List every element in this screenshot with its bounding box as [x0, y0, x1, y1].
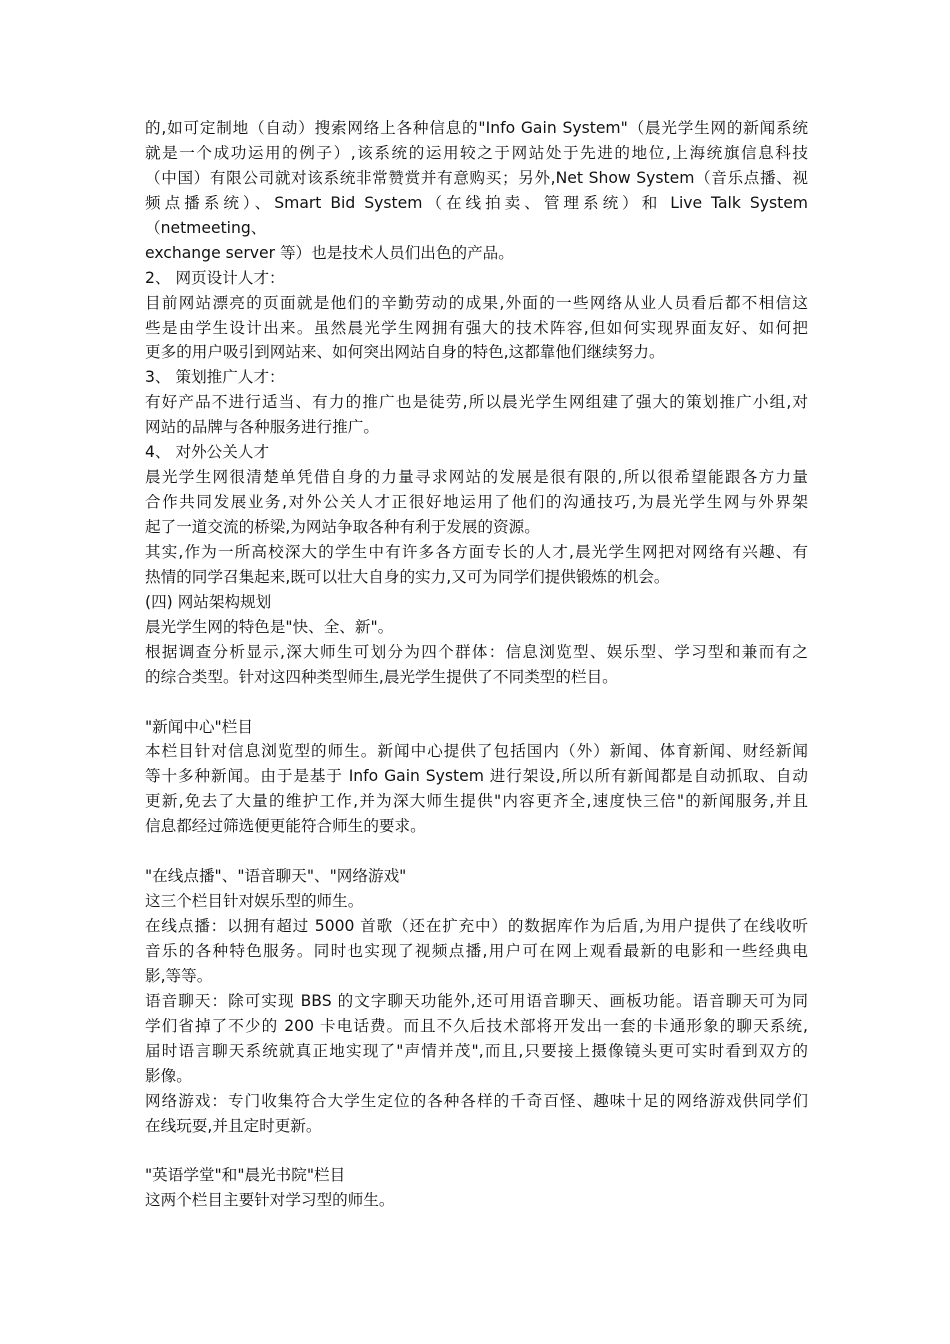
text-line: (四) 网站架构规划: [145, 592, 272, 611]
text-line: 这三个栏目针对娱乐型的师生。: [145, 892, 364, 911]
text-line: 其实,作为一所高校深大的学生中有许多各方面专长的人才,晨光学生网把对网络有兴趣、有: [145, 542, 808, 561]
text-line: 学们省掉了不少的 200 卡电话费。而且不久后技术部将开发出一套的卡通形象的聊天系统,: [145, 1016, 808, 1035]
blank-line: [145, 1138, 808, 1163]
text-line: 等十多种新闻。由于是基于 Info Gain System 进行架设,所以所有新闻都是自动抓取、自动: [145, 767, 808, 786]
document-body: [145, 116, 808, 1213]
text-line: 影,等等。: [145, 966, 213, 985]
text-line: 更新,免去了大量的维护工作,并为深大师生提供"内容更齐全,速度快三倍"的新闻服务,并且: [145, 792, 808, 811]
text-line: 晨光学生网很清楚单凭借自身的力量寻求网站的发展是很有限的,所以很希望能跟各方力量: [145, 468, 808, 487]
text-line: exchange server 等）也是技术人员们出色的产品。: [145, 243, 514, 262]
text-line: 有好产品不进行适当、有力的推广也是徒劳,所以晨光学生网组建了强大的策划推广小组,对: [145, 393, 808, 412]
text-line: 这两个栏目主要针对学习型的师生。: [145, 1191, 395, 1210]
text-line: （中国）有限公司就对该系统非常赞赏并有意购买；另外,Net Show System（音乐点播、视: [145, 168, 808, 187]
text-line: 在线玩耍,并且定时更新。: [145, 1116, 322, 1135]
text-line: 2、 网页设计人才：: [145, 268, 285, 287]
text-line: 网络游戏：专门收集符合大学生定位的各种各样的千奇百怪、趣味十足的网络游戏供同学们: [145, 1091, 808, 1110]
text-line: 些是由学生设计出来。虽然晨光学生网拥有强大的技术阵容,但如何实现界面友好、如何把: [145, 318, 808, 337]
text-line: "新闻中心"栏目: [145, 717, 253, 736]
text-line: 热情的同学召集起来,既可以壮大自身的实力,又可为同学们提供锻炼的机会。: [145, 567, 670, 586]
text-line: 更多的用户吸引到网站来、如何突出网站自身的特色,这都靠他们继续努力。: [145, 343, 665, 362]
text-line: 晨光学生网的特色是"快、全、新"。: [145, 617, 394, 636]
blank-line: [145, 690, 808, 715]
text-line: 的,如可定制地（自动）搜索网络上各种信息的"Info Gain System"（晨光学生网的新闻系统: [145, 119, 808, 137]
text-line: 的综合类型。针对这四种类型师生,晨光学生提供了不同类型的栏目。: [145, 667, 618, 686]
text-line: 音乐的各种特色服务。同时也实现了视频点播,用户可在网上观看最新的电影和一些经典电: [145, 941, 808, 960]
text-line: （netmeeting、: [145, 218, 267, 237]
text-line: 届时语言聊天系统就真正地实现了"声情并茂",而且,只要接上摄像镜头更可实时看到双方的: [145, 1041, 808, 1060]
blank-line: [145, 839, 808, 864]
text-line: 频点播系统）、Smart Bid System（在线拍卖、管理系统）和 Live Talk System: [145, 193, 808, 212]
text-line: 语音聊天：除可实现 BBS 的文字聊天功能外,还可用语音聊天、画板功能。语音聊天可为同: [145, 991, 808, 1010]
text-line: 就是一个成功运用的例子）,该系统的运用较之于网站处于先进的地位,上海统旗信息科技: [145, 143, 808, 162]
text-line: 目前网站漂亮的页面就是他们的辛勤劳动的成果,外面的一些网络从业人员看后都不相信这: [145, 293, 808, 312]
text-line: 根据调查分析显示,深大师生可划分为四个群体：信息浏览型、娱乐型、学习型和兼而有之: [145, 642, 808, 661]
text-line: "英语学堂"和"晨光书院"栏目: [145, 1166, 346, 1185]
text-line: 4、 对外公关人才: [145, 443, 270, 462]
text-line: 本栏目针对信息浏览型的师生。新闻中心提供了包括国内（外）新闻、体育新闻、财经新闻: [145, 742, 808, 761]
text-line: 合作共同发展业务,对外公关人才正很好地运用了他们的沟通技巧,为晨光学生网与外界架: [145, 493, 808, 512]
text-line: 在线点播：以拥有超过 5000 首歌（还在扩充中）的数据库作为后盾,为用户提供了在线收听: [145, 917, 808, 935]
text-line: 3、 策划推广人才：: [145, 368, 285, 387]
text-line: "在线点播"、"语音聊天"、"网络游戏": [145, 867, 407, 886]
text-line: 影像。: [145, 1066, 192, 1085]
text-line: 网站的品牌与各种服务进行推广。: [145, 418, 379, 437]
text-line: 起了一道交流的桥梁,为网站争取各种有利于发展的资源。: [145, 518, 540, 536]
text-line: 信息都经过筛选便更能符合师生的要求。: [145, 817, 426, 836]
